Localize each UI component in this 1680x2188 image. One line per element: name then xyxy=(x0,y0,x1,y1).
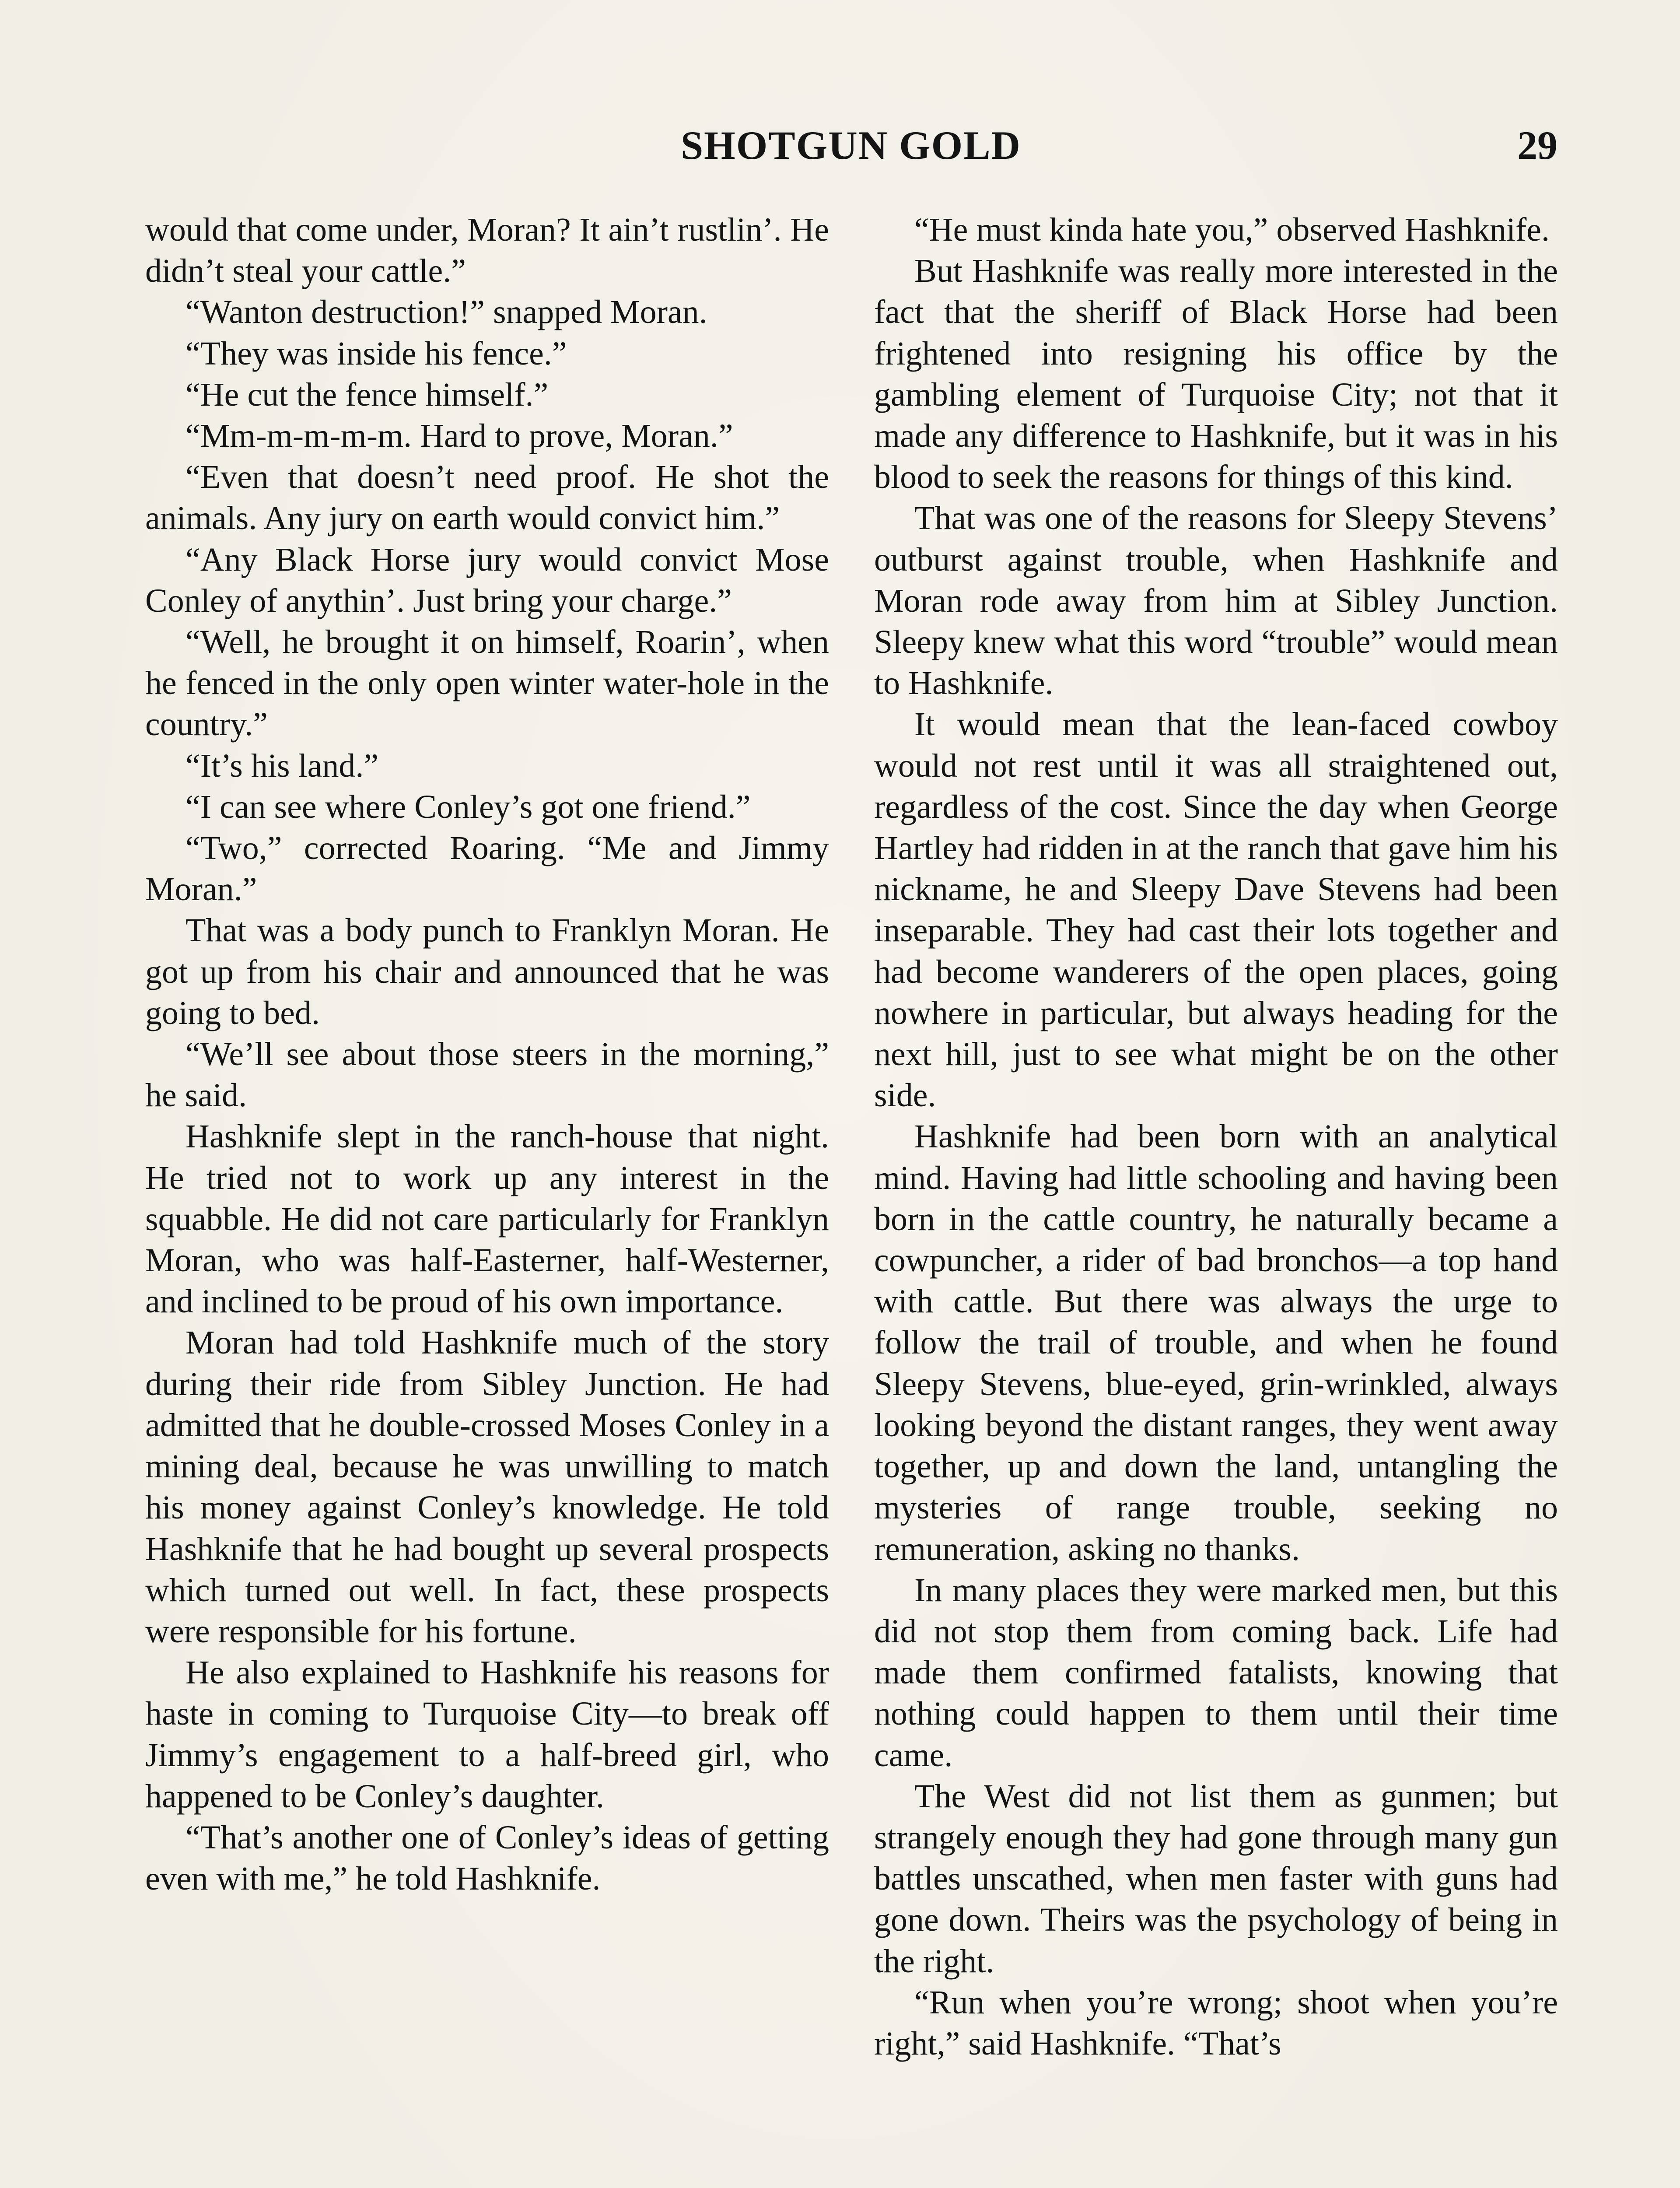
paragraph: That was one of the reasons for Sleepy Stevens’ outburst against trouble, when Hashknife and Moran rode away from him at Sibley Junction. Sleepy knew what this word “trouble” would mean to Hashknife. xyxy=(874,500,1558,702)
page-header xyxy=(144,119,1558,172)
paragraph: would that come under, Moran? It ain’t rustlin’. He didn’t steal your cattle.” xyxy=(145,211,829,290)
paragraph: “Well, he brought it on himself, Roarin’, when he fenced in the only open winter water-hole in the country.” xyxy=(145,624,829,743)
paragraph: “Even that doesn’t need proof. He shot the animals. Any jury on earth would convict him.” xyxy=(145,459,829,537)
paragraph: In many places they were marked men, but this did not stop them from coming back. Life had made them confirmed fatalists, knowing that nothing could happen to them until their time came. xyxy=(874,1571,1558,1774)
page-number: 29 xyxy=(1517,123,1558,168)
paragraph: “It’s his land.” xyxy=(186,747,379,784)
paragraph: “Two,” corrected Roaring. “Me and Jimmy Moran.” xyxy=(145,830,829,908)
paragraph: “Wanton destruction!” snapped Moran. xyxy=(186,294,707,331)
paragraph: He also explained to Hashknife his reasons for haste in coming to Turquoise City—to break off Jimmy’s engagement to a half-breed girl, who happened to be Conley’s daughter. xyxy=(145,1654,829,1815)
paragraph: “I can see where Conley’s got one friend.” xyxy=(186,788,751,825)
paragraph: “He must kinda hate you,” observed Hashknife. xyxy=(914,211,1550,248)
paragraph: “That’s another one of Conley’s ideas of getting even with me,” he told Hashknife. xyxy=(145,1819,829,1897)
running-title: SHOTGUN GOLD xyxy=(680,123,1021,168)
paragraph: “Mm-m-m-m-m. Hard to prove, Moran.” xyxy=(186,417,733,455)
paragraph: That was a body punch to Franklyn Moran. He got up from his chair and announced that he was going to bed. xyxy=(145,912,829,1031)
paragraph: Hashknife had been born with an analytical mind. Having had little schooling and having been born in the cattle country, he naturally became a cowpuncher, a rider of bad bronchos—a top hand with cattle. But there was always the urge to follow the trail of trouble, and when he found Sleepy Stevens, blue-eyed, grin-wrinkled, always looking beyond the distant ranges, they went away together, up and down the land, untangling the mysteries of range trouble, seeking no remuneration, asking no thanks. xyxy=(874,1118,1558,1567)
paragraph: “We’ll see about those steers in the morning,” he said. xyxy=(145,1036,829,1114)
paragraph: “Any Black Horse jury would convict Mose Conley of anythin’. Just bring your charge.” xyxy=(145,541,829,619)
right-column xyxy=(874,209,1558,2064)
left-column xyxy=(145,209,829,1899)
paragraph: It would mean that the lean-faced cowboy would not rest until it was all straightened out, regardless of the cost. Since the day when George Hartley had ridden in at the ranch that gave him his nickname, he and Sleepy Dave Stevens had been inseparable. They had cast their lots together and had become wanderers of the open places, going nowhere in particular, but always heading for the next hill, just to see what might be on the other side. xyxy=(874,706,1558,1114)
paragraph: “He cut the fence himself.” xyxy=(186,376,549,413)
paragraph: But Hashknife was really more interested in the fact that the sheriff of Black Horse had been frightened into resigning his office by the gambling element of Turquoise City; not that it made any difference to Hashknife, but it was in his blood to seek the reasons for things of this kind. xyxy=(874,252,1558,496)
paragraph: The West did not list them as gunmen; but strangely enough they had gone through many gun battles unscathed, when men faster with guns had gone down. Theirs was the psychology of being in the right. xyxy=(874,1778,1558,1980)
paragraph: “Run when you’re wrong; shoot when you’re right,” said Hashknife. “That’s xyxy=(874,1984,1558,2062)
paragraph: Moran had told Hashknife much of the story during their ride from Sibley Junction. He had admitted that he double-crossed Moses Conley in a mining deal, because he was unwilling to match his money against Conley’s knowledge. He told Hashknife that he had bought up several prospects which turned out well. In fact, these prospects were responsible for his fortune. xyxy=(145,1324,829,1650)
paragraph: Hashknife slept in the ranch-house that night. He tried not to work up any interest in the squabble. He did not care particularly for Franklyn Moran, who was half-Easterner, half-Westerner, and inclined to be proud of his own importance. xyxy=(145,1118,829,1320)
paragraph: “They was inside his fence.” xyxy=(186,335,567,372)
